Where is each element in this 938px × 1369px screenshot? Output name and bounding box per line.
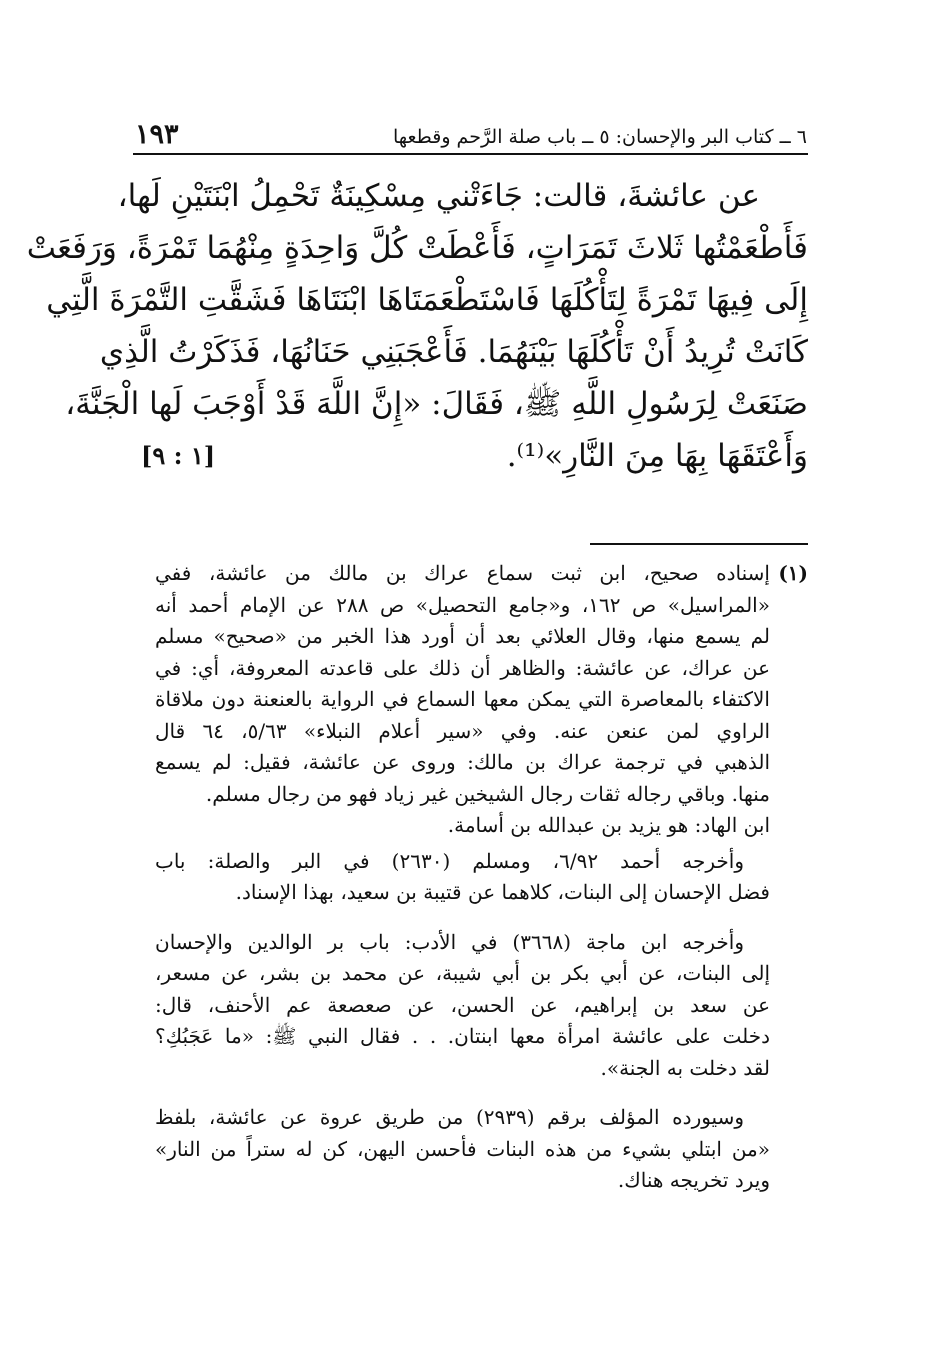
hadith-line: صَنَعَتْ لِرَسُولِ اللَّهِ ﷺ، فَقَالَ: «إِنَّ اللَّهَ قَدْ أَوْجَبَ لَها الْجَنَّةَ،: [65, 386, 808, 422]
footnote-line: لقد دخلت به الجنة».: [600, 1055, 770, 1080]
footnote-line: «المراسيل» ص ١٦٢، و«جامع التحصيل» ص ٢٨٨ عن الإمام أحمد أنه: [155, 592, 770, 617]
running-header: [135, 106, 807, 150]
footnote-line: إسناده صحيح، ابن ثبت سماع عراك بن مالك من عائشة، ففي: [155, 561, 770, 585]
footnote-line: لم يسمع منها، وقال العلائي بعد أن أورد هذا الخبر من «صحيح» مسلم: [155, 624, 770, 648]
hadith-line: وَأَعْتَقَهَا بِهَا مِنَ النَّارِ»⁽¹⁾.: [506, 438, 808, 474]
footnote-line: منها. وباقي رجاله ثقات رجال الشيخين غير زياد فهو من رجال مسلم.: [205, 781, 770, 806]
hadith-line: فَأَطْعَمْتُها ثَلاثَ تَمَرَاتٍ، فَأَعْطَتْ كُلَّ وَاحِدَةٍ مِنْهُمَا تَمْرَةً، وَرَفَعَتْ: [26, 230, 808, 266]
hadith-last-line: [133, 430, 808, 482]
hadith-line: كَانَتْ تُرِيدُ أَنْ تَأْكُلَهَا بَيْنَهُمَا. فَأَعْجَبَنِي حَنَانُهَا، فَذَكَرْتُ الَّذِي: [99, 334, 808, 370]
footnote-line: وأخرجه ابن ماجة (٣٦٦٨) في الأدب: باب بر الوالدين والإحسان: [155, 929, 744, 954]
hadith-reference: [١ : ٩]: [141, 441, 216, 470]
header-divider: [133, 153, 808, 155]
chapter-title: ٦ ــ كتاب البر والإحسان: ٥ ــ باب صلة الرَّحم وقطعها: [392, 126, 807, 148]
footnote-line: دخلت على عائشة امرأة معها ابنتان. . . فقال النبي ﷺ: «ما عَجَبُكِ؟: [155, 1024, 770, 1048]
footnote-divider: [590, 543, 808, 545]
footnote-paragraph-3: [155, 927, 770, 1085]
footnote-line: فضل الإحسان إلى البنات، كلاهما عن قتيبة بن سعيد، بهذا الإسناد.: [235, 880, 770, 904]
footnote-line: إلى البنات، عن أبي بكر بن أبي شيبة، عن محمد بن بشر، عن مسعر،: [155, 961, 770, 985]
footnote-paragraph-2: [155, 846, 770, 909]
footnote-marker: (١): [778, 561, 808, 585]
hadith-text: [26, 170, 808, 482]
footnote-line: عن سعد بن إبراهيم، عن الحسن، عن صعصعة عم الأحنف، قال:: [155, 992, 770, 1017]
footnote-line: وسيورده المؤلف برقم (٢٩٣٩) من طريق عروة عن عائشة، بلفظ: [155, 1105, 745, 1129]
footnote-line: الذهبي في ترجمة عراك بن مالك: وروى عن عائشة، فقيل: لم يسمع: [155, 750, 770, 774]
footnote-paragraph-4: [155, 1102, 770, 1197]
footnotes: [155, 558, 808, 1197]
footnote-first-line: [155, 558, 808, 590]
footnote-line: عن عراك، عن عائشة: والظاهر أن ذلك على قاعدته المعروفة، أي: في: [155, 655, 770, 680]
footnote-line: الاكتفاء بالمعاصرة التي يمكن معها السماع في الرواية بالعنعنة دون ملاقاة: [155, 687, 770, 711]
footnote-paragraph-1: [155, 590, 770, 842]
hadith-line: إِلَى فِيهَا تَمْرَةً لِتَأْكُلَهَا فَاسْتَطْعَمَتَاهَا ابْنَتَاهَا فَشَقَّتِ التَّمْرَةَ الَّتِي: [46, 282, 808, 318]
page-number: ١٩٣: [135, 119, 179, 150]
footnote-line: ويرد تخريجه هناك.: [617, 1168, 770, 1192]
footnote-line: ابن الهاد: هو يزيد بن عبدالله بن أسامة.: [447, 813, 770, 837]
footnote-line: وأخرجه أحمد ٦/٩٢، ومسلم (٢٦٣٠) في البر والصلة: باب: [155, 848, 744, 873]
footnote-line: «من ابتلي بشيء من هذه البنات فأحسن اليهن، كن له ستراً من النار»: [155, 1136, 770, 1161]
footnote-line: الراوي لمن عنعن عنه. وفي «سير أعلام النبلاء» ٥/٦٣، ٦٤ قال: [155, 718, 770, 743]
hadith-line: عن عائشةَ، قالت: جَاءَتْني مِسْكِينَةٌ تَحْمِلُ ابْنَتَيْنِ لَها،: [117, 178, 760, 214]
